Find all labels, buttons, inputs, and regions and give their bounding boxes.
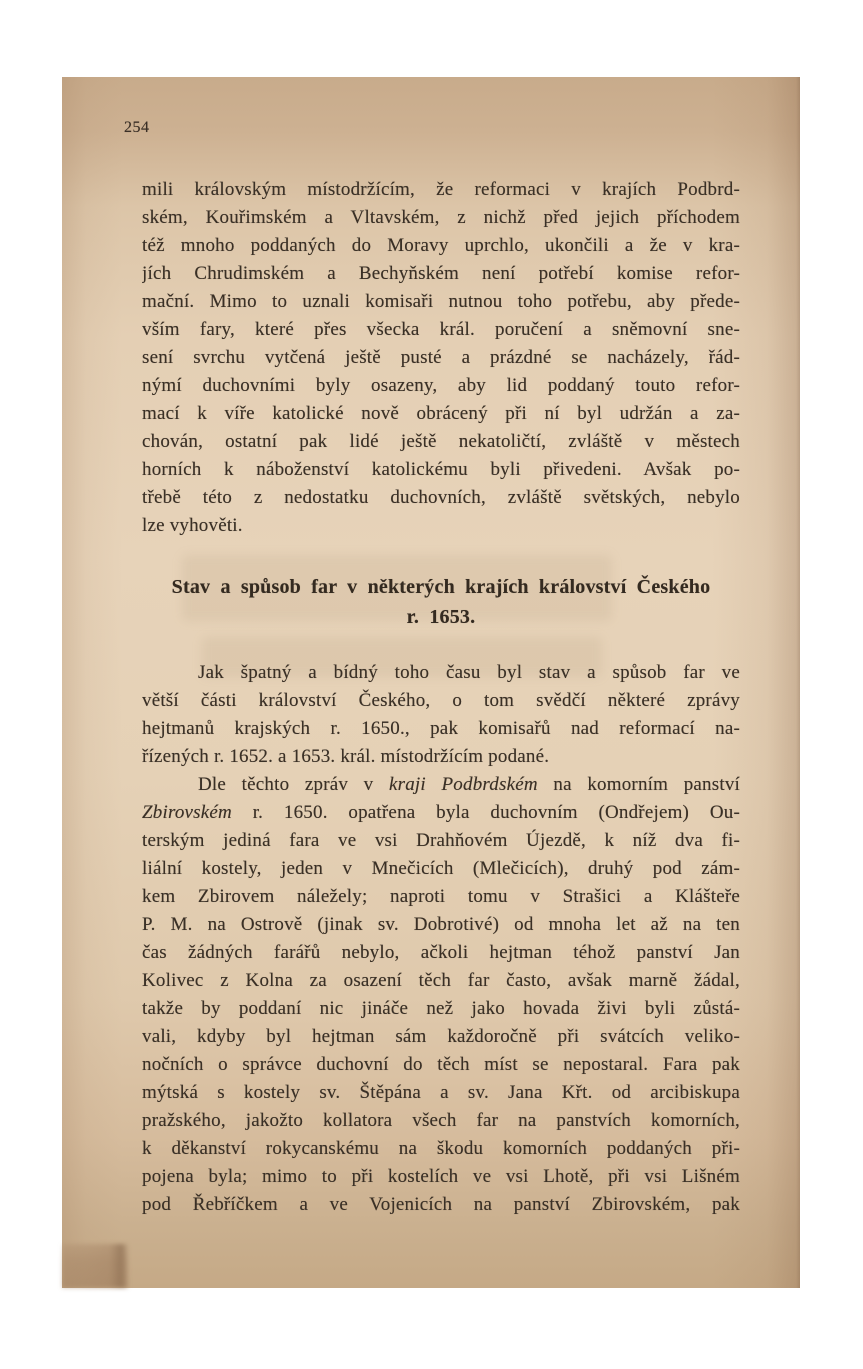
paragraph-p3 (142, 771, 740, 1219)
text-line (142, 1079, 740, 1107)
text-line (142, 344, 740, 372)
text-line (142, 400, 740, 428)
text-line (142, 204, 740, 232)
text-segment: terským jediná fara ve vsi Drahňovém Újezdě, k níž dva fi- (142, 830, 740, 851)
italic-segment: Zbirovském (142, 802, 232, 823)
text-segment: hejtmanů krajských r. 1650., pak komisařů nad reformací na- (142, 718, 740, 739)
text-line (142, 176, 740, 204)
text-column (142, 176, 740, 1219)
text-line (142, 911, 740, 939)
text-segment: k děkanství rokycanskému na škodu komorních poddaných při- (142, 1138, 740, 1159)
text-segment: vším fary, které přes všecka král. poručení a sněmovní sne- (142, 319, 740, 340)
text-segment: pojena byla; mimo to při kostelích ve vsi Lhotě, při vsi Lišném (142, 1166, 740, 1187)
text-segment: též mnoho poddaných do Moravy uprchlo, ukončili a že v kra- (142, 235, 740, 256)
text-segment: kem Zbirovem náležely; naproti tomu v Strašici a Klášteře (142, 886, 740, 907)
page-corner-shadow (62, 1244, 128, 1288)
text-line (142, 743, 740, 771)
text-line (142, 512, 740, 540)
text-line (142, 715, 740, 743)
text-line (142, 967, 740, 995)
text-line (142, 1107, 740, 1135)
text-line (142, 484, 740, 512)
text-line (142, 1191, 740, 1219)
text-segment: liální kostely, jeden v Mnečicích (Mlečicích), druhý pod zám- (142, 858, 740, 879)
text-segment: čas žádných farářů nebylo, ačkoli hejtman téhož panství Jan (142, 942, 740, 963)
paragraph-p2 (142, 659, 740, 771)
text-segment: větší části království Českého, o tom svědčí některé zprávy (142, 690, 740, 711)
text-line (142, 1023, 740, 1051)
text-segment: r. 1650. opatřena byla duchovním (Ondřejem) Ou- (231, 802, 740, 823)
text-line (142, 995, 740, 1023)
text-segment: Jak špatný a bídný toho času byl stav a spůsob far ve (198, 662, 740, 683)
text-segment: nýmí duchovními byly osazeny, aby lid poddaný touto refor- (142, 375, 740, 396)
text-line (142, 1163, 740, 1191)
text-segment: třebě této z nedostatku duchovních, zvláště světských, nebylo (142, 487, 740, 508)
text-line (142, 799, 740, 827)
italic-segment: kraji Podbrdském (389, 774, 538, 795)
text-segment: pražského, jakožto kollatora všech far na panstvích komorních, (142, 1110, 740, 1131)
text-segment: ském, Kouřimském a Vltavském, z nichž před jejich příchodem (142, 207, 740, 228)
text-segment: lze vyhověti. (142, 515, 243, 536)
text-line (142, 316, 740, 344)
text-segment: mační. Mimo to uznali komisaři nutnou toho potřebu, aby přede- (142, 291, 740, 312)
text-segment: řízených r. 1652. a 1653. král. místodržícím podané. (142, 746, 550, 767)
text-line (142, 687, 740, 715)
paragraph-p1 (142, 176, 740, 540)
section-heading-line: r. 1653. (406, 606, 476, 628)
text-line (142, 428, 740, 456)
text-line (142, 855, 740, 883)
text-line (142, 771, 740, 799)
text-line (142, 372, 740, 400)
page-number: 254 (124, 119, 150, 136)
text-line (142, 1135, 740, 1163)
text-segment: mili královským místodržícím, že reformaci v krajích Podbrd- (142, 179, 740, 200)
text-segment: Kolivec z Kolna za osazení těch far často, avšak marně žádal, (142, 970, 740, 991)
text-line (142, 456, 740, 484)
section-heading (142, 572, 740, 632)
text-segment: chován, ostatní pak lidé ještě nekatoličtí, zvláště v městech (142, 431, 740, 452)
section-heading-line: Stav a spůsob far v některých krajích království Českého (171, 576, 711, 598)
scanned-book-page (62, 77, 800, 1288)
text-segment: na komorním panství (537, 774, 740, 795)
text-segment: nočních o správce duchovní do těch míst se nepostaral. Fara pak (142, 1054, 740, 1075)
text-segment: takže by poddaní nic jináče než jako hovada živi byli zůstá- (142, 998, 740, 1019)
text-segment: P. M. na Ostrově (jinak sv. Dobrotivé) od mnoha let až na ten (142, 914, 740, 935)
text-line (142, 659, 740, 687)
text-line (142, 260, 740, 288)
text-line (142, 1051, 740, 1079)
text-segment: mýtská s kostely sv. Štěpána a sv. Jana Křt. od arcibiskupa (142, 1082, 740, 1103)
text-segment: mací k víře katolické nově obrácený při ní byl udržán a za- (142, 403, 740, 424)
text-segment: vali, kdyby byl hejtman sám každoročně při svátcích veliko- (142, 1026, 740, 1047)
text-line (142, 288, 740, 316)
text-segment: sení svrchu vytčená ještě pusté a prázdné se nacházely, řád- (142, 347, 740, 368)
text-line (142, 827, 740, 855)
text-line (142, 883, 740, 911)
text-segment: jích Chrudimském a Bechyňském není potřebí komise refor- (142, 263, 740, 284)
text-segment: pod Řebříčkem a ve Vojenicích na panství Zbirovském, pak (142, 1194, 740, 1215)
text-segment: Dle těchto zpráv v (198, 774, 389, 795)
text-line (142, 939, 740, 967)
text-line (142, 232, 740, 260)
text-segment: horních k náboženství katolickému byli přivedeni. Avšak po- (142, 459, 740, 480)
